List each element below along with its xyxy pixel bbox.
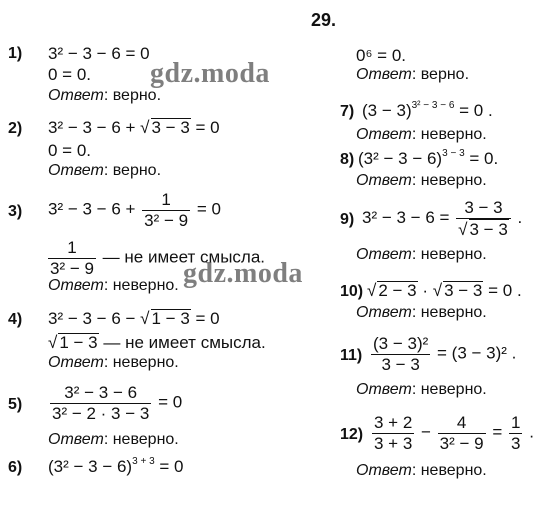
item-number: 12)	[340, 426, 364, 443]
answer-value: неверно.	[420, 381, 487, 398]
equation	[362, 198, 522, 239]
answer: Ответ: неверно.	[356, 126, 487, 143]
equation-part: 3² − 3 − 6 −	[48, 309, 141, 328]
equation-part: = 0 .	[483, 281, 522, 300]
equation-step: 0 = 0.	[48, 65, 92, 84]
radicand: 1 − 3	[59, 333, 98, 352]
equation: √ 2 − 3 · √ 3 − 3 = 0 .	[367, 281, 522, 300]
radicand: 3 − 3	[151, 118, 190, 137]
equation-part: = 0	[192, 199, 221, 219]
equation-part: 3² − 3 − 6 +	[48, 118, 141, 137]
answer-value: неверно.	[420, 172, 487, 189]
answer-value: верно.	[420, 66, 470, 83]
radicand: 2 − 3	[378, 281, 417, 300]
equation-step: 0⁶ = 0.	[356, 46, 407, 65]
item-number: 4)	[8, 311, 23, 328]
answer-label: Ответ	[48, 87, 104, 104]
denominator: 3² − 2 · 3 − 3	[52, 403, 150, 423]
radicand: 3 − 3	[469, 219, 508, 239]
answer-value: неверно.	[420, 462, 487, 479]
note: √ 1 − 3 — не имеет смысла.	[48, 333, 266, 352]
denominator: 3² − 9	[439, 433, 484, 453]
answer-label: Ответ	[356, 246, 412, 263]
answer-label: Ответ	[48, 162, 104, 179]
radicand: 1 − 3	[151, 309, 190, 328]
equation-part: = 0	[190, 118, 220, 137]
answer-label: Ответ	[356, 126, 412, 143]
fraction	[456, 198, 511, 239]
fraction	[509, 413, 522, 453]
equation: 3² − 3 − 6 − √ 1 − 3 = 0	[48, 309, 220, 328]
answer: Ответ: верно.	[48, 87, 162, 104]
equation-part: 3² − 3 − 6 +	[48, 199, 141, 219]
denominator: 3	[511, 433, 521, 453]
answer-value: неверно.	[420, 126, 487, 143]
equation-part: .	[524, 422, 534, 442]
equation: 3² − 3 − 6 = 0	[48, 44, 150, 63]
problem-number: 29.	[311, 10, 337, 30]
fraction	[48, 238, 96, 278]
watermark: gdz.moda	[183, 258, 303, 289]
equation-part: −	[416, 422, 436, 442]
equation-part: = (3 − 3)² .	[432, 343, 517, 363]
answer-value: неверно.	[420, 304, 487, 321]
answer: Ответ: верно.	[356, 66, 470, 83]
equation	[369, 334, 516, 374]
equation-step: 0 = 0.	[48, 141, 92, 160]
denominator: 3² − 9	[50, 258, 94, 278]
answer: Ответ: неверно.	[356, 172, 487, 189]
note	[46, 238, 265, 278]
answer-value: неверно.	[420, 246, 487, 263]
item-number: 6)	[8, 459, 23, 476]
fraction	[372, 413, 414, 453]
answer-label: Ответ	[48, 354, 104, 371]
answer: Ответ: верно.	[48, 162, 162, 179]
denominator: √ 3 − 3	[456, 218, 511, 240]
numerator: 3² − 3 − 6	[64, 383, 138, 402]
answer-value: неверно.	[112, 354, 179, 371]
item-number: 7)	[340, 103, 355, 120]
answer-value: верно.	[112, 162, 162, 179]
denominator: 3² − 9	[144, 210, 189, 230]
equation-part: = 0	[153, 392, 183, 412]
answer-label: Ответ	[356, 462, 412, 479]
numerator: 1	[67, 238, 77, 257]
item-number: 8)	[340, 151, 355, 168]
equation-part: (3 − 3)	[362, 101, 412, 120]
item-number: 10)	[340, 283, 364, 300]
item-number: 3)	[8, 203, 23, 220]
answer: Ответ: неверно.	[356, 462, 487, 479]
numerator: 3 + 2	[374, 413, 413, 432]
equation	[48, 190, 221, 230]
answer-label: Ответ	[48, 431, 104, 448]
equation	[370, 413, 534, 453]
equation-part: = 0	[190, 309, 220, 328]
exponent: 3 + 3	[132, 456, 155, 467]
equation-part: (3² − 3 − 6)	[48, 457, 133, 476]
item-number: 1)	[8, 45, 23, 62]
equation-part: = 0	[154, 457, 184, 476]
answer: Ответ: неверно.	[356, 304, 487, 321]
numerator: 3 − 3	[464, 198, 503, 217]
equation	[48, 383, 182, 423]
answer: Ответ: неверно.	[48, 354, 179, 371]
item-number: 11)	[340, 347, 363, 364]
note-text: — не имеет смысла.	[97, 247, 266, 267]
note-text: — не имеет смысла.	[98, 333, 266, 352]
equation-part: 3² − 3 − 6 =	[362, 208, 455, 228]
answer: Ответ: неверно.	[48, 431, 179, 448]
answer-value: неверно.	[112, 431, 179, 448]
fraction	[142, 190, 190, 230]
answer: Ответ: неверно.	[356, 246, 487, 263]
equation	[48, 458, 183, 475]
numerator: 1	[161, 190, 171, 209]
equation-part: (3² − 3 − 6)	[358, 149, 443, 168]
answer-value: верно.	[112, 87, 162, 104]
equation	[362, 102, 493, 119]
watermark: gdz.moda	[150, 58, 270, 89]
answer-label: Ответ	[48, 277, 104, 294]
answer-value: неверно.	[112, 277, 179, 294]
equation: 3² − 3 − 6 + √ 3 − 3 = 0	[48, 118, 220, 137]
numerator: 4	[456, 413, 467, 432]
exponent: 3 − 3	[442, 148, 465, 159]
answer: Ответ: неверно.	[356, 381, 487, 398]
answer: Ответ: неверно.	[48, 277, 179, 294]
radicand: 3 − 3	[444, 281, 483, 300]
fraction	[371, 334, 430, 374]
equation-part: = 0 .	[454, 101, 493, 120]
numerator: 1	[511, 413, 521, 432]
answer-label: Ответ	[356, 172, 412, 189]
denominator: 3 + 3	[374, 433, 413, 453]
equation	[358, 150, 498, 167]
equation-part: ·	[417, 281, 433, 300]
fraction	[50, 383, 151, 423]
equation-part: .	[512, 208, 523, 228]
item-number: 5)	[8, 396, 23, 413]
numerator: (3 − 3)²	[373, 334, 429, 353]
equation-part: = 0.	[464, 149, 499, 168]
item-number: 2)	[8, 120, 23, 137]
answer-label: Ответ	[356, 381, 412, 398]
item-number: 9)	[340, 211, 355, 228]
exponent: 3² − 3 − 6	[411, 100, 455, 111]
fraction	[438, 413, 486, 453]
denominator: 3 − 3	[371, 354, 430, 375]
equation-part: =	[487, 422, 507, 442]
answer-label: Ответ	[356, 304, 412, 321]
answer-label: Ответ	[356, 66, 412, 83]
